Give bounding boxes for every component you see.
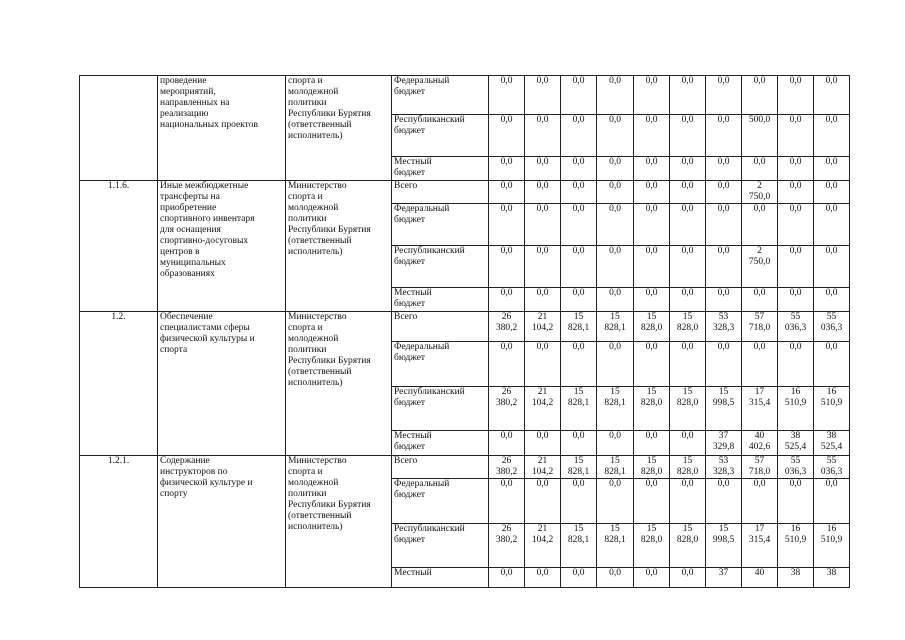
value-cell: 37 [706,568,742,588]
value-cell: 15 828,0 [634,387,670,431]
value-cell: 0,0 [742,342,778,387]
value-cell: 0,0 [597,479,634,524]
value-cell: 0,0 [597,76,634,115]
value-cell: 0,0 [561,288,597,312]
value-cell: 0,0 [706,204,742,246]
value-cell: 0,0 [634,76,670,115]
value-cell: 15 828,1 [561,524,597,568]
value-cell: 15 828,0 [634,524,670,568]
funding-source: Местный [392,568,489,588]
value-cell: 26 380,2 [489,387,525,431]
value-cell: 0,0 [597,568,634,588]
value-cell: 0,0 [742,479,778,524]
value-cell: 0,0 [525,157,561,181]
value-cell: 38 [778,568,814,588]
value-cell: 0,0 [489,76,525,115]
value-cell: 0,0 [814,288,850,312]
value-cell: 15 998,5 [706,524,742,568]
row-executor: спорта и молодежной политики Республики Бурятия (ответственный исполнитель) [286,76,392,181]
row-executor: Министерство спорта и молодежной политики Республики Бурятия (ответственный исполнитель) [286,312,392,456]
funding-source: Федеральный бюджет [392,76,489,115]
value-cell: 2 750,0 [742,181,778,204]
value-cell: 0,0 [525,246,561,288]
value-cell: 0,0 [561,181,597,204]
value-cell: 0,0 [489,342,525,387]
value-cell: 15 828,0 [670,524,706,568]
value-cell: 15 828,1 [561,456,597,479]
value-cell: 0,0 [597,288,634,312]
value-cell: 15 828,1 [561,387,597,431]
value-cell: 0,0 [489,157,525,181]
value-cell: 0,0 [634,288,670,312]
value-cell: 0,0 [634,246,670,288]
value-cell: 38 525,4 [814,431,850,456]
funding-source: Всего [392,181,489,204]
value-cell: 0,0 [561,76,597,115]
value-cell: 55 036,3 [778,456,814,479]
value-cell: 0,0 [670,288,706,312]
table-row [80,76,850,115]
value-cell: 26 380,2 [489,456,525,479]
value-cell: 16 510,9 [778,524,814,568]
value-cell: 0,0 [706,288,742,312]
value-cell: 0,0 [814,204,850,246]
funding-source: Всего [392,312,489,342]
funding-source: Республиканский бюджет [392,246,489,288]
value-cell: 0,0 [634,157,670,181]
value-cell: 0,0 [525,479,561,524]
row-code: 1.1.6. [80,181,158,312]
value-cell: 15 828,0 [634,456,670,479]
value-cell: 0,0 [489,246,525,288]
value-cell: 16 510,9 [778,387,814,431]
value-cell: 2 750,0 [742,246,778,288]
value-cell: 38 [814,568,850,588]
value-cell: 38 525,4 [778,431,814,456]
value-cell: 0,0 [561,568,597,588]
value-cell: 0,0 [489,204,525,246]
value-cell: 0,0 [670,204,706,246]
row-name: проведение мероприятий, направленных на реализацию национальных проектов [158,76,286,181]
value-cell: 0,0 [670,115,706,157]
funding-source: Федеральный бюджет [392,204,489,246]
value-cell: 0,0 [525,181,561,204]
value-cell: 0,0 [814,76,850,115]
value-cell: 0,0 [525,342,561,387]
value-cell: 0,0 [778,181,814,204]
value-cell: 55 036,3 [814,456,850,479]
value-cell: 0,0 [742,204,778,246]
value-cell: 0,0 [814,246,850,288]
value-cell: 0,0 [706,479,742,524]
value-cell: 0,0 [670,76,706,115]
row-executor: Министерство спорта и молодежной политики Республики Бурятия (ответственный исполнитель) [286,181,392,312]
value-cell: 0,0 [814,342,850,387]
value-cell: 15 828,1 [597,387,634,431]
value-cell: 55 036,3 [778,312,814,342]
value-cell: 0,0 [814,479,850,524]
value-cell: 0,0 [706,115,742,157]
value-cell: 0,0 [706,181,742,204]
value-cell: 37 329,8 [706,431,742,456]
value-cell: 53 328,3 [706,456,742,479]
value-cell: 0,0 [778,288,814,312]
funding-source: Федеральный бюджет [392,479,489,524]
row-name: Обеспечение специалистами сферы физической культуры и спорта [158,312,286,456]
table-row [80,456,850,479]
value-cell: 0,0 [561,479,597,524]
row-code: 1.2. [80,312,158,456]
value-cell: 0,0 [706,76,742,115]
value-cell: 21 104,2 [525,312,561,342]
value-cell: 0,0 [706,342,742,387]
row-name: Содержание инструкторов по физической культуре и спорту [158,456,286,588]
value-cell: 0,0 [634,181,670,204]
value-cell: 0,0 [778,246,814,288]
funding-source: Местный бюджет [392,288,489,312]
value-cell: 0,0 [634,568,670,588]
value-cell: 0,0 [670,342,706,387]
value-cell: 16 510,9 [814,524,850,568]
value-cell: 57 718,0 [742,456,778,479]
value-cell: 0,0 [670,181,706,204]
value-cell: 0,0 [814,157,850,181]
value-cell: 0,0 [525,76,561,115]
value-cell: 15 828,1 [597,312,634,342]
value-cell: 0,0 [814,181,850,204]
value-cell: 0,0 [597,204,634,246]
value-cell: 0,0 [561,431,597,456]
value-cell: 40 402,6 [742,431,778,456]
value-cell: 0,0 [634,115,670,157]
value-cell: 0,0 [489,568,525,588]
value-cell: 0,0 [778,76,814,115]
funding-source: Федеральный бюджет [392,342,489,387]
value-cell: 500,0 [742,115,778,157]
value-cell: 0,0 [742,157,778,181]
value-cell: 0,0 [634,431,670,456]
value-cell: 0,0 [489,115,525,157]
value-cell: 26 380,2 [489,312,525,342]
value-cell: 0,0 [670,568,706,588]
value-cell: 0,0 [597,246,634,288]
value-cell: 15 828,0 [670,387,706,431]
value-cell: 21 104,2 [525,524,561,568]
value-cell: 0,0 [489,479,525,524]
value-cell: 0,0 [489,288,525,312]
value-cell: 0,0 [525,431,561,456]
funding-source: Местный бюджет [392,431,489,456]
value-cell: 15 828,1 [561,312,597,342]
value-cell: 15 828,0 [670,456,706,479]
value-cell: 0,0 [561,204,597,246]
value-cell: 21 104,2 [525,456,561,479]
value-cell: 16 510,9 [814,387,850,431]
value-cell: 0,0 [634,204,670,246]
value-cell: 40 [742,568,778,588]
value-cell: 0,0 [742,288,778,312]
budget-table [79,75,850,588]
value-cell: 0,0 [597,181,634,204]
funding-source: Всего [392,456,489,479]
value-cell: 0,0 [525,115,561,157]
value-cell: 0,0 [597,342,634,387]
value-cell: 0,0 [706,157,742,181]
value-cell: 0,0 [525,568,561,588]
value-cell: 15 828,1 [597,524,634,568]
value-cell: 55 036,3 [814,312,850,342]
row-name: Иные межбюджетные трансферты на приобретение спортивного инвентаря для оснащения спортивно-досуговых центров в муниципальных образованиях [158,181,286,312]
value-cell: 0,0 [778,342,814,387]
value-cell: 15 998,5 [706,387,742,431]
value-cell: 0,0 [525,204,561,246]
value-cell: 0,0 [489,181,525,204]
value-cell: 0,0 [778,157,814,181]
value-cell: 0,0 [742,76,778,115]
value-cell: 0,0 [634,479,670,524]
row-code [80,76,158,181]
value-cell: 57 718,0 [742,312,778,342]
value-cell: 0,0 [561,342,597,387]
value-cell: 0,0 [670,431,706,456]
value-cell: 53 328,3 [706,312,742,342]
value-cell: 17 315,4 [742,524,778,568]
value-cell: 26 380,2 [489,524,525,568]
value-cell: 0,0 [597,157,634,181]
value-cell: 0,0 [814,115,850,157]
value-cell: 0,0 [525,288,561,312]
row-code: 1.2.1. [80,456,158,588]
value-cell: 15 828,0 [670,312,706,342]
value-cell: 0,0 [706,246,742,288]
value-cell: 15 828,1 [597,456,634,479]
value-cell: 0,0 [778,204,814,246]
row-executor: Министерство спорта и молодежной политики Республики Бурятия (ответственный исполнитель) [286,456,392,588]
value-cell: 0,0 [561,246,597,288]
value-cell: 0,0 [561,115,597,157]
value-cell: 0,0 [597,431,634,456]
funding-source: Республиканский бюджет [392,524,489,568]
value-cell: 0,0 [597,115,634,157]
value-cell: 17 315,4 [742,387,778,431]
table-row [80,181,850,204]
value-cell: 0,0 [670,157,706,181]
table-row [80,312,850,342]
value-cell: 0,0 [778,115,814,157]
value-cell: 0,0 [778,479,814,524]
funding-source: Республиканский бюджет [392,115,489,157]
funding-source: Республиканский бюджет [392,387,489,431]
value-cell: 0,0 [634,342,670,387]
value-cell: 15 828,0 [634,312,670,342]
value-cell: 0,0 [561,157,597,181]
value-cell: 0,0 [489,431,525,456]
value-cell: 21 104,2 [525,387,561,431]
funding-source: Местный бюджет [392,157,489,181]
value-cell: 0,0 [670,479,706,524]
value-cell: 0,0 [670,246,706,288]
